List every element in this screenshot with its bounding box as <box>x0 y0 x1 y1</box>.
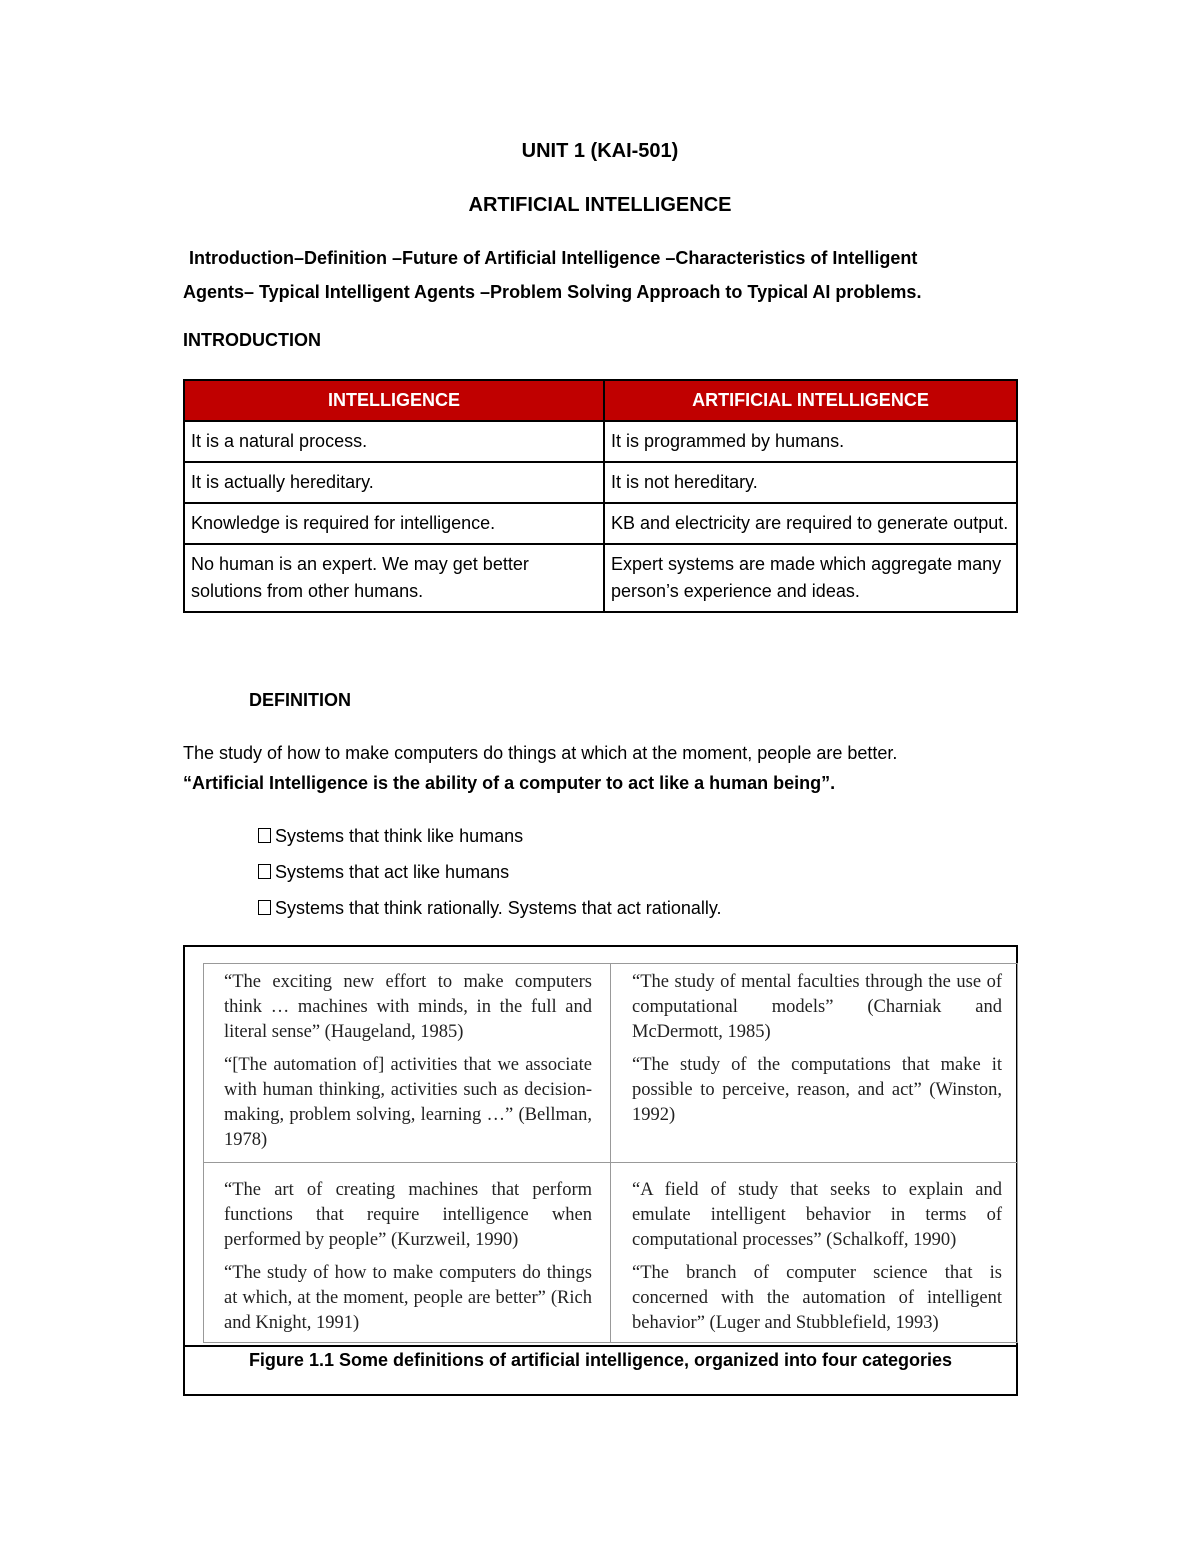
table-row <box>184 544 1017 612</box>
header-artificial-intelligence: ARTIFICIAL INTELLIGENCE <box>604 380 1017 421</box>
definition-text: The study of how to make computers do things at which at the moment, people are better. <box>183 743 898 763</box>
bullet-item <box>258 898 722 919</box>
bullet-box-icon <box>258 828 271 843</box>
header-intelligence: INTELLIGENCE <box>184 380 604 421</box>
definitions-figure <box>203 963 1018 1343</box>
figure-quote: “The art of creating machines that perform functions that require intelligence when performed by people” (Kurzweil, 1990) <box>224 1180 592 1250</box>
figure-caption: Figure 1.1 Some definitions of artificial intelligence, organized into four categories <box>248 1350 953 1370</box>
bullet-box-icon <box>258 900 271 915</box>
bullet-text: Systems that act like humans <box>275 862 510 882</box>
bullet-box-icon <box>258 864 271 879</box>
table-header-row <box>184 380 1017 421</box>
table-cell: It is not hereditary. <box>604 462 1017 503</box>
table-cell: It is actually hereditary. <box>184 462 604 503</box>
figure-quote: “A field of study that seeks to explain and emulate intelligent behavior in terms of computational processes” (Schalkoff, 1990) <box>632 1180 1002 1250</box>
bullet-item <box>258 862 509 883</box>
table-row <box>184 462 1017 503</box>
definition-quote: “Artificial Intelligence is the ability of a computer to act like a human being”. <box>183 773 836 793</box>
table-cell: No human is an expert. We may get better solutions from other humans. <box>184 544 604 612</box>
figure-cell-acting-humanly <box>224 1178 592 1344</box>
figure-quote: “The study of mental faculties through the use of computational models” (Charniak and McDermott, 1985) <box>632 972 1002 1042</box>
figure-vertical-divider <box>610 964 611 1342</box>
figure-quote: “The study of how to make computers do things at which, at the moment, people are better” (Rich and Knight, 1991) <box>224 1263 592 1333</box>
figure-cell-thinking-rationally <box>632 970 1002 1136</box>
table-row <box>184 503 1017 544</box>
figure-quote: “The study of the computations that make it possible to perceive, reason, and act” (Winston, 1992) <box>632 1055 1002 1125</box>
syllabus-topics <box>183 241 1023 309</box>
figure-quote: “The branch of computer science that is concerned with the automation of intelligent behavior” (Luger and Stubblefield, 1993) <box>632 1263 1002 1333</box>
bullet-item <box>258 826 523 847</box>
syllabus-line-1: Introduction–Definition –Future of Artificial Intelligence –Characteristics of Intelligent <box>189 248 918 268</box>
figure-box <box>183 945 1018 1396</box>
table-row <box>184 421 1017 462</box>
table-cell: It is programmed by humans. <box>604 421 1017 462</box>
definition-heading: DEFINITION <box>249 690 351 710</box>
subject-title: ARTIFICIAL INTELLIGENCE <box>468 194 732 216</box>
bullet-text: Systems that think rationally. Systems that act rationally. <box>275 898 722 918</box>
table-cell: Knowledge is required for intelligence. <box>184 503 604 544</box>
figure-cell-thinking-humanly <box>224 970 592 1161</box>
introduction-heading: INTRODUCTION <box>183 330 321 350</box>
comparison-table <box>183 379 1018 613</box>
figure-horizontal-divider <box>204 1162 1017 1163</box>
unit-title: UNIT 1 (KAI-501) <box>521 140 679 162</box>
table-cell: Expert systems are made which aggregate many person’s experience and ideas. <box>604 544 1017 612</box>
figure-quote: “[The automation of] activities that we associate with human thinking, activities such as decision-making, problem solving, learning …” (Bellman, 1978) <box>224 1055 592 1150</box>
syllabus-line-2: Agents– Typical Intelligent Agents –Problem Solving Approach to Typical AI problems. <box>183 282 922 302</box>
table-cell: KB and electricity are required to generate output. <box>604 503 1017 544</box>
bullet-text: Systems that think like humans <box>275 826 524 846</box>
figure-cell-acting-rationally <box>632 1178 1002 1344</box>
caption-divider <box>185 1345 1016 1347</box>
table-cell: It is a natural process. <box>184 421 604 462</box>
figure-quote: “The exciting new effort to make computers think … machines with minds, in the full and literal sense” (Haugeland, 1985) <box>224 972 592 1042</box>
